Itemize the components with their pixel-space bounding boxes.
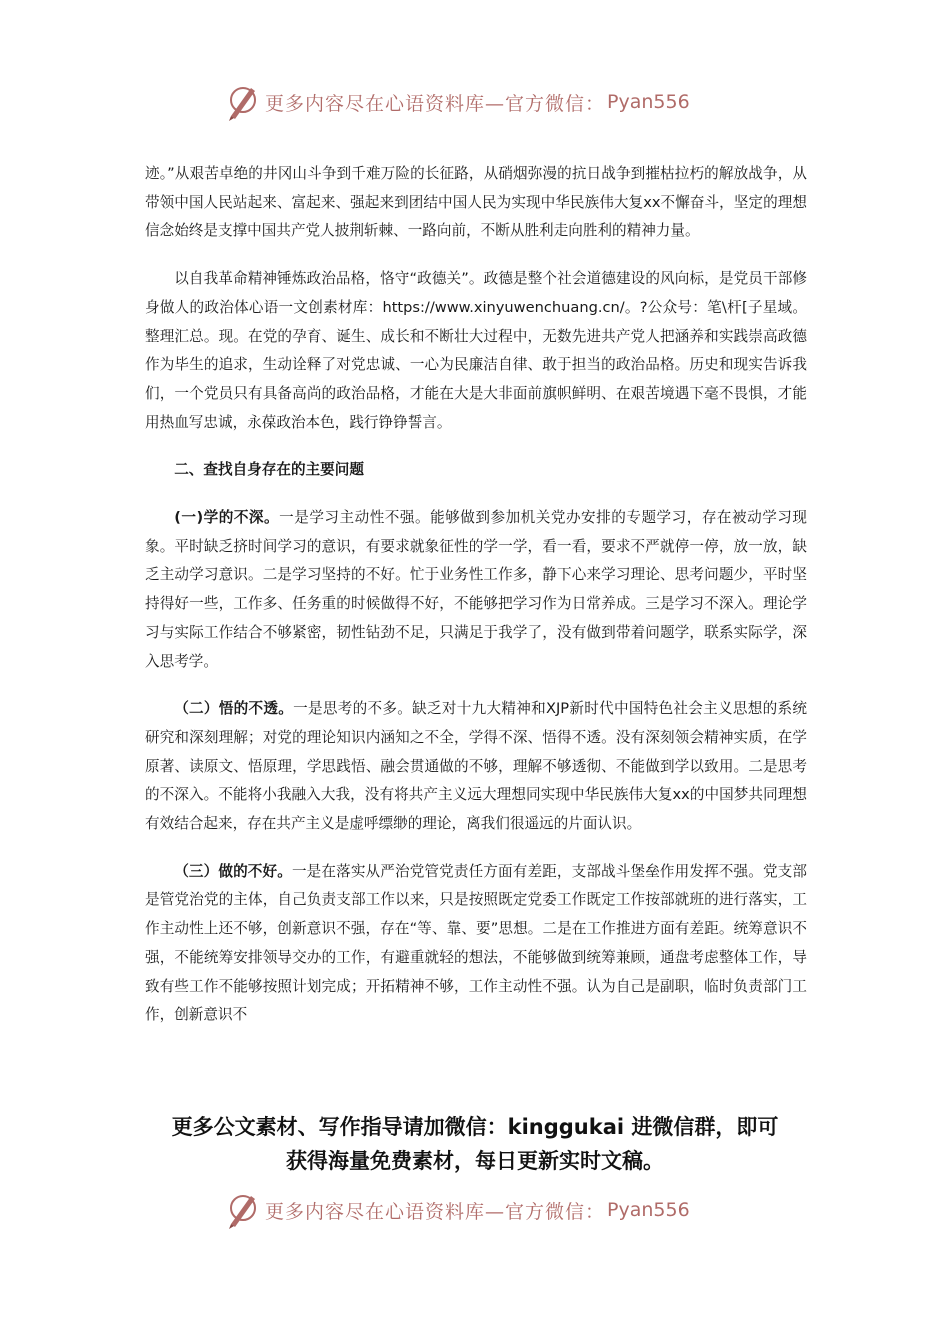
section-1-lead: (一)学的不深。	[174, 509, 280, 527]
section-2-text: 一是思考的不多。缺乏对十九大精神和XJP新时代中国特色社会主义思想的系统研究和深刻理解；对党的理论知识内涵知之不全，学得不深、悟得不透。没有深刻领会精神实质，在学原著、读原文、悟原理，学思践悟、融会贯通做的不够，理解不够透彻、不能做到学以致用。二是思考的不深入。不能将小我融入大我，没有将共产主义远大理想同实现中华民族伟大复xx的中国梦共同理想有效结合起来，存在共产主义是虚呼缥缈的理论，离我们很遥远的片面认识。	[145, 700, 807, 833]
promo-block	[120, 1110, 830, 1178]
section-heading: 二、查找自身存在的主要问题	[174, 461, 364, 479]
header-banner-wechat: Pyan556	[607, 91, 690, 113]
promo-line-2: 获得海量免费素材，每日更新实时文稿。	[286, 1149, 664, 1173]
footer-banner-wechat: Pyan556	[607, 1199, 690, 1221]
section-2	[145, 695, 807, 839]
paragraph-1: 迹。”从艰苦卓绝的井冈山斗争到千难万险的长征路，从硝烟弥漫的抗日战争到摧枯拉朽的解放战争，从带领中国人民站起来、富起来、强起来到团结中国人民为实现中华民族伟大复xx不懈奋斗，坚定的理想信念始终是支撑中国共产党人披荆斩棘、一路向前，不断从胜利走向胜利的精神力量。	[145, 165, 807, 240]
footer-banner	[225, 1190, 690, 1230]
section-3-text: 一是在落实从严治党管党责任方面有差距，支部战斗堡垒作用发挥不强。党支部是管党治党的主体，自己负责支部工作以来，只是按照既定党委工作既定工作按部就班的进行落实，工作主动性上还不够，创新意识不强，存在“等、靠、要”思想。二是在工作推进方面有差距。统筹意识不强，不能统筹安排领导交办的工作，有避重就轻的想法，不能够做到统筹兼顾，通盘考虑整体工作，导致有些工作不能够按照计划完成；开拓精神不够，工作主动性不强。认为自己是副职，临时负责部门工作，创新意识不	[145, 862, 807, 1024]
document-body	[145, 160, 807, 1030]
section-2-lead: （二）悟的不透。	[174, 700, 294, 718]
section-3-lead: （三）做的不好。	[174, 862, 292, 880]
header-banner-text: 更多内容尽在心语资料库—官方微信：	[265, 92, 606, 115]
section-1-text: 一是学习主动性不强。能够做到参加机关党办安排的专题学习，存在被动学习现象。平时缺乏挤时间学习的意识，有要求就象征性的学一学，看一看，要求不严就停一停，放一放，缺乏主动学习意识。二是学习坚持的不好。忙于业务性工作多，静下心来学习理论、思考问题少，平时坚持得好一些，工作多、任务重的时候做得不好，不能够把学习作为日常养成。三是学习不深入。理论学习与实际工作结合不够紧密，韧性钻劲不足，只满足于我学了，没有做到带着问题学，联系实际学，深入思考学。	[145, 509, 807, 670]
pen-logo-icon	[225, 82, 261, 122]
pen-logo-icon	[225, 1190, 261, 1230]
section-1	[145, 504, 807, 676]
footer-banner-text: 更多内容尽在心语资料库—官方微信：	[265, 1200, 606, 1223]
section-3	[145, 858, 807, 1030]
promo-line-1: 更多公文素材、写作指导请加微信：kinggukai 进微信群，即可	[171, 1115, 779, 1139]
paragraph-2: 以自我革命精神锤炼政治品格，恪守“政德关”。政德是整个社会道德建设的风向标，是党员干部修身做人的政治体心语一文创素材库：https://www.xinyuwenchuang.cn/。?公众号：笔\杆[子星域。整理汇总。现。在党的孕育、诞生、成长和不断壮大过程中，无数先进共产党人把涵养和实践崇高政德作为毕生的追求，生动诠释了对党忠诚、一心为民廉洁自律、敢于担当的政治品格。历史和现实告诉我们，一个党员只有具备高尚的政治品格，才能在大是大非面前旗帜鲜明、在艰苦境遇下毫不畏惧，才能用热血写忠诚，永葆政治本色，践行铮铮誓言。	[145, 270, 807, 431]
header-banner	[225, 82, 690, 122]
